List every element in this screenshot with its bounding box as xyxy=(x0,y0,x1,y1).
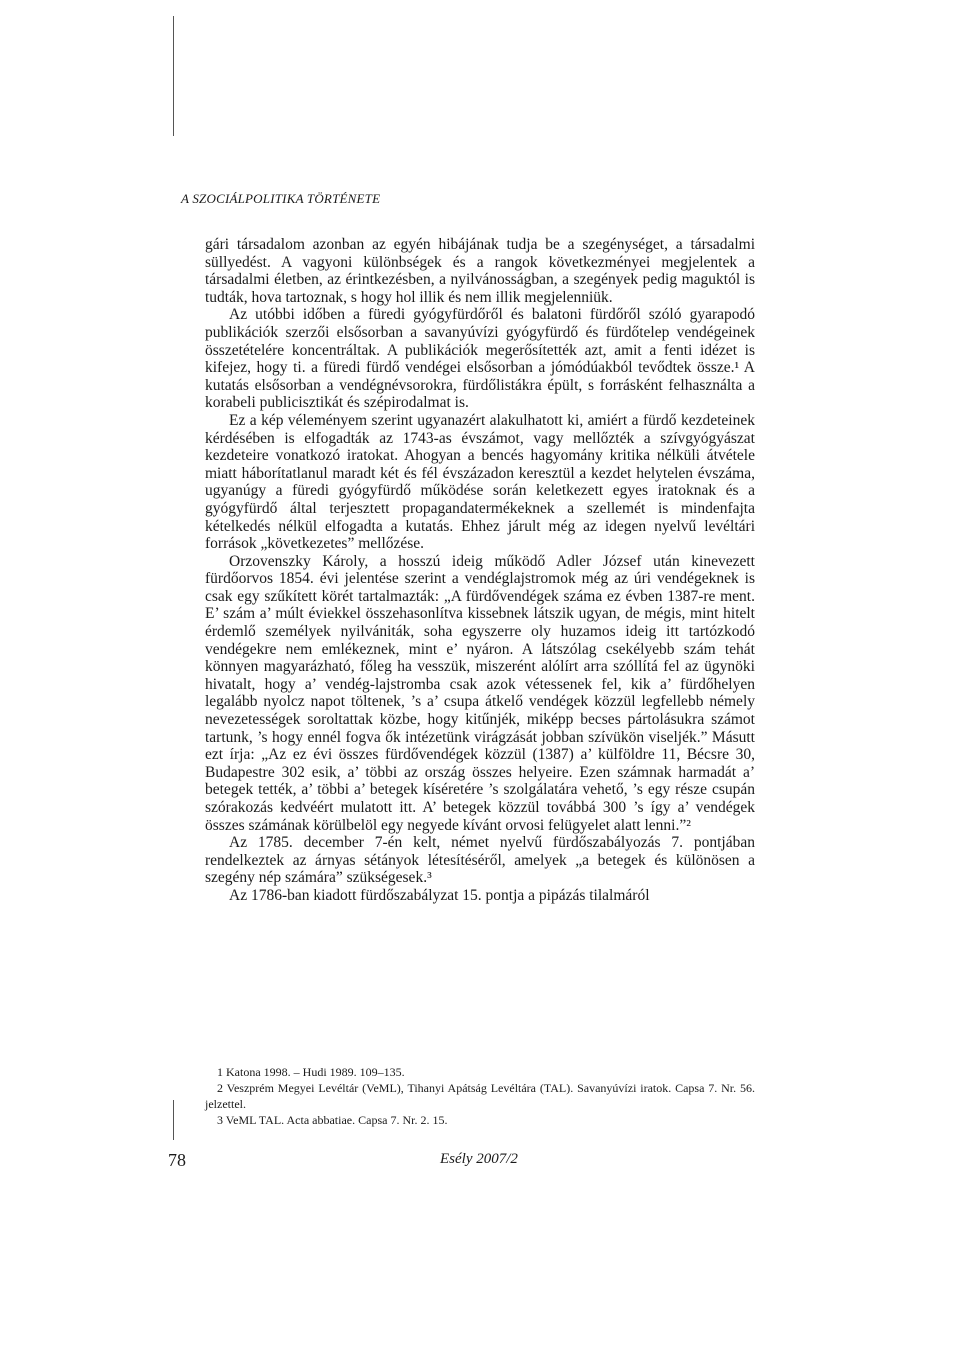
footnote: 2 Veszprém Megyei Levéltár (VeML), Tihanyi Apátság Levéltára (TAL). Savanyúvízi iratok. Capsa 7. Nr. 56. jelzettel. xyxy=(205,1081,755,1111)
footnote: 1 Katona 1998. – Hudi 1989. 109–135. xyxy=(217,1065,405,1079)
paragraph: gári társadalom azonban az egyén hibájának tudja be a szegénységet, a társadalmi süllyedést. A vagyoni különbségek és a rangok következményei megjelentek a társadalmi életben, az érintkezésben, a nyilvánosságban, a szegények pedig maguktól is tudták, hova tartoznak, s hogy hol illik és nem illik megjelenniük. xyxy=(205,236,755,306)
running-head: A SZOCIÁLPOLITIKA TÖRTÉNETE xyxy=(181,191,381,206)
page-number: 78 xyxy=(168,1150,186,1170)
paragraph: Az 1786-ban kiadott fürdőszabályzat 15. pontja a pipázás tilalmáról xyxy=(229,886,650,904)
footnote: 3 VeML TAL. Acta abbatiae. Capsa 7. Nr. 2. 15. xyxy=(217,1113,448,1127)
journal-title: Esély 2007/2 xyxy=(440,1151,518,1167)
footnotes xyxy=(205,1064,755,1128)
margin-rule-top xyxy=(173,16,174,136)
paragraph: Az 1785. december 7-én kelt, német nyelvű fürdőszabályozás 7. pontjában rendelkeztek az árnyas sétányok létesítéséről, amelyek „a betegek és különösen a szegény nép számára” szükségesek.³ xyxy=(205,834,755,887)
body-text xyxy=(205,236,755,905)
paragraph: Az utóbbi időben a füredi gyógyfürdőről és balatoni fürdőről szóló gyarapodó publikációk szerzői elsősorban a savanyúvízi gyógyfürdő és fürdőtelep vendégeinek összetételére koncentráltak. A publikációk megerősítették azt, amit a fenti idézet is kifejez, hogy ti. a füredi fürdő vendégei elsősorban a jómódúakból tevődtek össze.¹ A kutatás elsősorban a vendégnévsorokra, fürdőlistákra épült, s forrásként felhasználta a korabeli publicisztikát és szépirodalmat is. xyxy=(205,306,755,412)
margin-rule-bottom xyxy=(173,1100,174,1140)
paragraph: Orzovenszky Károly, a hosszú ideig működő Adler József után kinevezett fürdőorvos 1854. évi jelentése szerint a vendéglajstromok még az úri vendégeknek is csak egy szűkített körét tartalmazták: „A fürdővendégek száma ez évben 1387-re ment. E’ szám a’ múlt éviekkel összehasonlítva kissebnek látszik ugyan, de mégis, mint hitelt érdemlő személyek nyilvániták, soha egyszerre oly huzamos ideig itt tartózkodó vendégekre nem emlékeznek, mint e’ nyáron. A látszólag csekélyebb szám tehát könnyen magyarázható, főleg ha vesszük, miszerént alólírt arra szóllítá fel az ügynöki hivatalt, hogy a’ vendég-lajstromba csak azok vétessenek fel, kik a’ fürdőhelyen legalább nyolcz napot töltenek, ’s a’ csupa átkelő vendégek közzül legfellebb némely nevezetességek soroltattak közbe, hogy kitűnjék, miképp becses pártolásukra számot tartunk, ’s hogy ennél fogva ők intézetünk virágzását jobban szívükön viseljék.” Másutt ezt írja: „Az ez évi összes fürdővendégek közzül (1387) a’ külföldre 11, Bécsre 30, Budapestre 302 esik, a’ többi az ország összes helyeire. Ezen számnak harmadát a’ betegek tették, a’ többi a’ betegek kíséretére ’s szolgálatára vehető, ’s egy része csupán szórakozás kedvéért mulatott itt. A’ betegek közzül továbbá 300 ’s így a’ vendégek összes számának körülbelöl egy negyede kívánt orvosi felügyelet alatt lenni.”² xyxy=(205,552,755,834)
paragraph: Ez a kép véleményem szerint ugyanazért alakulhatott ki, amiért a fürdő kezdeteinek kérdésében is elfogadták az 1743-as évszámot, vagy mellőzték a szívgyógyászat kezdeteire vonatkozó iratokat. Ahogyan a bencés hagyomány kritika nélküli átvétele miatt háborítatlanul maradt két és fél évszázadon keresztül a kezdet helytelen évszáma, ugyanúgy a füredi gyógyfürdő működése során keletkezett egyes iratoknak és a gyógyfürdő által terjesztett propagandatermékeknek a szellemét is mindenfajta kételkedés nélkül elfogadta a kutatás. Ehhez járult még az idegen nyelvű levéltári források „következetes” mellőzése. xyxy=(205,411,755,553)
